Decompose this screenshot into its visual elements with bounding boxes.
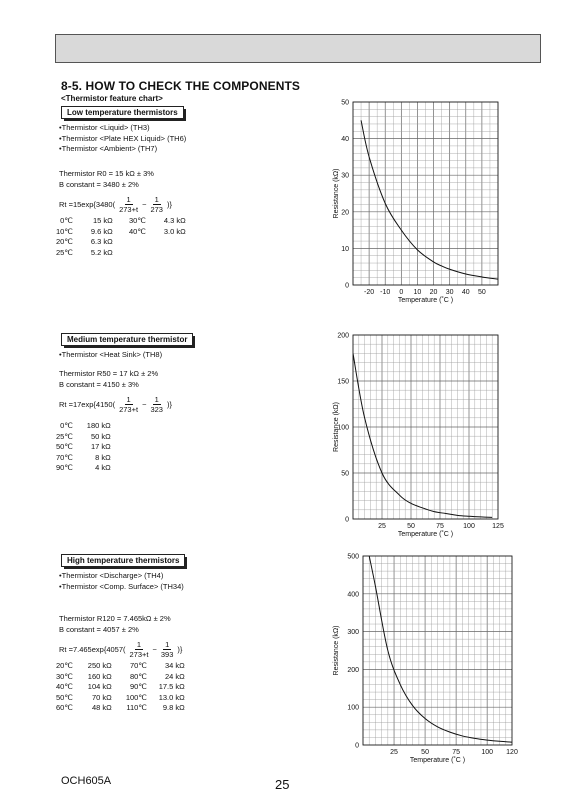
low-temp-chart (330, 92, 505, 310)
medium-r-line: Thermistor R50 = 17 kΩ ± 2% (59, 369, 159, 378)
low-box-title: Low temperature thermistors (61, 106, 184, 119)
high-temp-chart (330, 549, 520, 771)
x-tick-label: 75 (452, 749, 461, 756)
low-bullet: • Thermistor <Plate HEX Liquid> (TH6) (59, 134, 186, 145)
table-row (56, 237, 186, 248)
table-row (56, 442, 111, 453)
high-bullets (59, 571, 184, 592)
table-row (56, 682, 185, 693)
table-cell: 70℃ (56, 452, 73, 462)
y-tick-label: 20 (341, 209, 349, 217)
x-tick-label: 50 (421, 749, 429, 756)
x-tick-label: -20 (364, 289, 375, 296)
table-cell: 70℃ (130, 661, 147, 670)
y-axis-label: Resistance (kΩ) (333, 402, 340, 452)
table-row (56, 453, 111, 464)
formula-post: )} (166, 400, 172, 409)
table-cell: 10℃ (56, 226, 73, 236)
frac-num: 1 (126, 195, 131, 204)
table-cell: 100℃ (125, 692, 147, 702)
y-tick-label: 500 (347, 553, 359, 561)
formula-pre: Rt =7.465exp{4057( (59, 645, 126, 654)
x-tick-label: 40 (461, 289, 470, 296)
table-cell: 13.0 kΩ (158, 692, 185, 702)
y-axis-label: Resistance (kΩ) (333, 625, 340, 676)
y-tick-label: 40 (341, 136, 349, 144)
frac-den: 273+t (119, 205, 139, 214)
y-tick-label: 400 (347, 591, 359, 599)
table-cell: 17 kΩ (90, 442, 111, 451)
medium-b-line: B constant = 4150 ± 3% (59, 380, 139, 389)
table-row (56, 672, 185, 683)
table-cell: 30℃ (129, 216, 146, 225)
table-cell: 24 kΩ (164, 671, 185, 681)
table-cell: 40℃ (56, 682, 73, 691)
y-tick-label: 30 (341, 172, 349, 180)
frac-num: 1 (154, 195, 159, 204)
table-cell: 250 kΩ (87, 661, 112, 670)
formula-minus: − (142, 400, 147, 409)
frac-den: 323 (150, 405, 163, 414)
table-cell: 20℃ (56, 661, 73, 670)
x-tick-label: 25 (390, 749, 398, 756)
formula-pre: Rt =15exp{3480( (59, 200, 116, 209)
table-cell: 30℃ (56, 671, 73, 681)
frac-num: 1 (165, 640, 170, 649)
table-cell: 34 kΩ (164, 661, 185, 670)
frac-den: 393 (160, 650, 174, 659)
y-tick-label: 0 (345, 282, 349, 290)
table-cell: 4.3 kΩ (163, 216, 186, 225)
footer-code: OCH605A (61, 775, 112, 787)
frac-den: 273 (150, 205, 163, 214)
table-cell: 20℃ (56, 237, 73, 246)
formula-minus: − (142, 200, 147, 209)
table-cell: 40℃ (129, 226, 146, 236)
table-cell: 48 kΩ (91, 703, 112, 712)
y-tick-label: 50 (341, 470, 349, 478)
low-bullets (59, 123, 186, 155)
table-cell: 50℃ (56, 442, 73, 451)
table-cell: 50℃ (56, 692, 73, 702)
table-cell: 90℃ (130, 682, 147, 691)
medium-box-title: Medium temperature thermistor (61, 333, 193, 346)
medium-bullet: • Thermistor <Heat Sink> (TH8) (59, 350, 162, 361)
y-tick-label: 100 (347, 704, 359, 712)
frac-num: 1 (126, 395, 131, 404)
table-cell: 60℃ (56, 703, 73, 712)
y-tick-label: 50 (341, 99, 349, 107)
high-value-table (56, 661, 185, 714)
formula-pre: Rt =17exp{4150( (59, 400, 116, 409)
frac-num: 1 (154, 395, 159, 404)
page-number: 25 (275, 777, 290, 792)
section-title: 8-5. HOW TO CHECK THE COMPONENTS (61, 79, 300, 93)
frac-den: 273+t (119, 405, 139, 414)
x-tick-label: 50 (477, 289, 486, 296)
y-tick-label: 0 (345, 516, 349, 524)
y-tick-label: 150 (337, 378, 349, 386)
y-axis-label: Resistance (kΩ) (333, 168, 340, 219)
table-cell: 180 kΩ (86, 421, 111, 430)
table-cell: 8 kΩ (95, 452, 111, 462)
table-row (56, 703, 185, 714)
table-cell: 70 kΩ (91, 692, 112, 702)
x-tick-label: 0 (399, 289, 404, 296)
formula-minus: − (152, 645, 157, 654)
table-row (56, 432, 111, 443)
table-row (56, 248, 186, 259)
low-b-line: B constant = 3480 ± 2% (59, 180, 139, 189)
frac-den: 273+t (129, 650, 149, 659)
x-tick-label: 125 (492, 523, 504, 530)
table-cell: 5.2 kΩ (90, 247, 113, 257)
low-bullet: • Thermistor <Liquid> (TH3) (59, 123, 186, 134)
sub-title: <Thermistor feature chart> (61, 94, 163, 103)
table-cell: 104 kΩ (87, 682, 112, 691)
table-cell (113, 237, 146, 248)
low-formula (59, 195, 172, 214)
table-cell: 9.6 kΩ (90, 226, 113, 236)
y-tick-label: 200 (347, 666, 359, 674)
x-tick-label: -10 (380, 289, 391, 296)
table-cell: 4 kΩ (95, 463, 111, 472)
high-b-line: B constant = 4057 ± 2% (59, 625, 139, 634)
table-row (56, 463, 111, 474)
y-tick-label: 300 (347, 629, 359, 637)
y-tick-label: 10 (341, 245, 349, 253)
table-cell: 90℃ (56, 463, 73, 472)
x-tick-label: 75 (436, 523, 444, 530)
high-r-line: Thermistor R120 = 7.465kΩ ± 2% (59, 614, 171, 623)
y-tick-label: 200 (337, 332, 349, 340)
resistance-curve (361, 120, 498, 279)
table-cell: 6.3 kΩ (90, 237, 113, 246)
x-axis-label: Temperature (˚C ) (409, 757, 466, 764)
medium-value-table (56, 421, 111, 474)
header-band (55, 34, 541, 63)
x-axis-label: Temperature (˚C ) (397, 297, 454, 304)
x-tick-label: 30 (445, 289, 454, 296)
medium-bullets (59, 350, 162, 361)
x-tick-label: 120 (506, 749, 518, 756)
table-cell: 25℃ (56, 431, 73, 441)
x-axis-label: Temperature (˚C ) (397, 531, 454, 538)
table-cell: 9.8 kΩ (162, 703, 185, 712)
formula-post: )} (166, 200, 172, 209)
table-cell: 50 kΩ (90, 431, 111, 441)
low-bullet: • Thermistor <Ambient> (TH7) (59, 144, 186, 155)
high-formula (59, 640, 182, 659)
x-tick-label: 100 (481, 749, 494, 756)
table-row (56, 693, 185, 704)
table-cell: 0℃ (60, 421, 73, 430)
table-cell (113, 248, 146, 259)
table-cell: 25℃ (56, 247, 73, 257)
table-cell: 160 kΩ (87, 671, 112, 681)
y-tick-label: 100 (337, 424, 349, 432)
table-cell: 3.0 kΩ (163, 226, 186, 236)
medium-temp-chart (330, 330, 505, 542)
y-tick-label: 0 (355, 742, 359, 750)
formula-post: )} (177, 645, 183, 654)
frac-num: 1 (136, 640, 142, 649)
table-cell (146, 237, 186, 248)
low-value-table (56, 216, 186, 258)
x-tick-label: 25 (378, 523, 386, 530)
x-tick-label: 20 (429, 289, 438, 296)
table-row (56, 421, 111, 432)
resistance-curve (369, 556, 512, 742)
medium-formula (59, 395, 172, 414)
table-row (56, 227, 186, 238)
table-row (56, 216, 186, 227)
x-tick-label: 50 (407, 523, 415, 530)
high-box-title: High temperature thermistors (61, 554, 185, 567)
x-tick-label: 10 (413, 289, 422, 296)
low-r-line: Thermistor R0 = 15 kΩ ± 3% (59, 169, 154, 178)
table-cell (146, 248, 186, 259)
table-cell: 80℃ (130, 671, 147, 681)
table-cell: 17.5 kΩ (158, 682, 185, 691)
high-bullet: • Thermistor <Discharge> (TH4) (59, 571, 184, 582)
high-bullet: • Thermistor <Comp. Surface> (TH34) (59, 582, 184, 593)
table-cell: 0℃ (60, 216, 73, 225)
table-row (56, 661, 185, 672)
table-cell: 110℃ (126, 703, 147, 712)
x-tick-label: 100 (463, 523, 475, 530)
table-cell: 15 kΩ (92, 216, 113, 225)
